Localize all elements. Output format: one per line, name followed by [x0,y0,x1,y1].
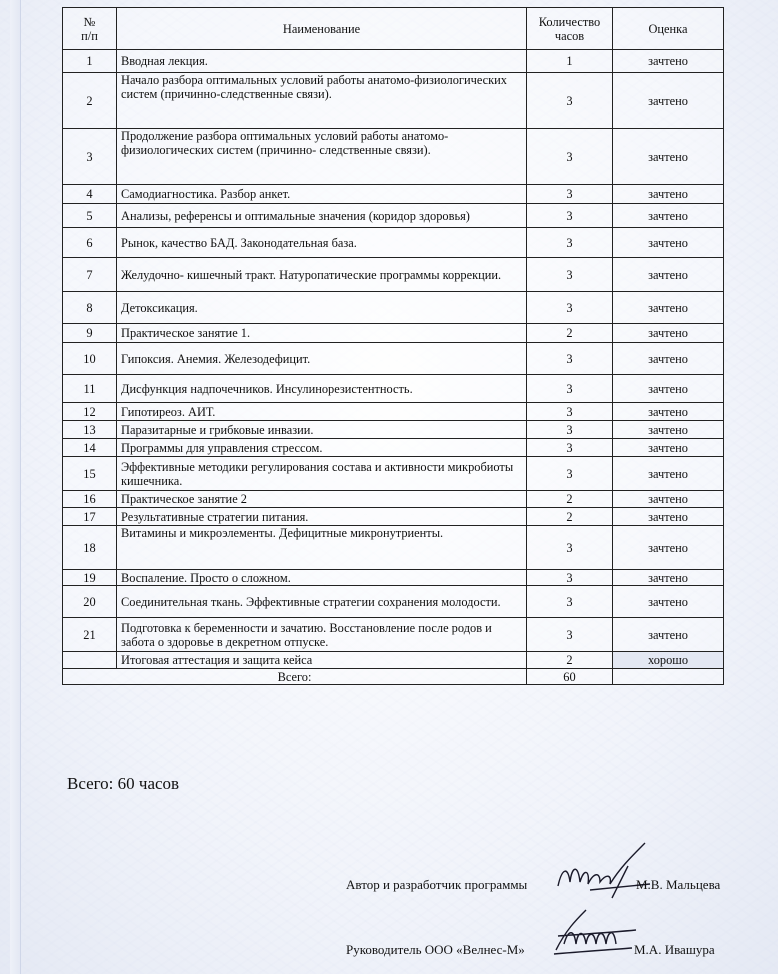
table-row [63,570,724,586]
table-row [63,258,724,292]
table-header-row [63,8,724,50]
row-number: 13 [63,421,117,439]
row-grade: зачтено [613,457,724,491]
row-grade: зачтено [613,343,724,375]
table-row [63,491,724,508]
row-hours: 3 [527,439,613,457]
row-topic: Продолжение разбора оптимальных условий работы анатомо-физиологических систем (причинно- следственные связи). [117,129,527,185]
row-topic: Самодиагностика. Разбор анкет. [117,185,527,204]
row-number: 6 [63,228,117,258]
table-row [63,403,724,421]
row-number: 18 [63,526,117,570]
author-name: М.В. Мальцева [636,877,721,892]
row-grade: зачтено [613,526,724,570]
row-grade: зачтено [613,570,724,586]
row-grade: зачтено [613,204,724,228]
row-hours: 3 [527,129,613,185]
header-num: № п/п [63,8,117,50]
row-grade: зачтено [613,439,724,457]
row-topic: Результативные стратегии питания. [117,508,527,526]
row-topic: Желудочно- кишечный тракт. Натуропатические программы коррекции. [117,258,527,292]
row-topic: Анализы, референсы и оптимальные значения (коридор здоровья) [117,204,527,228]
row-number: 12 [63,403,117,421]
table-total-row [63,669,724,685]
page-edge [10,0,21,974]
table-row [63,292,724,324]
row-grade: зачтено [613,375,724,403]
row-topic: Гипоксия. Анемия. Железодефицит. [117,343,527,375]
row-topic: Соединительная ткань. Эффективные стратегии сохранения молодости. [117,586,527,618]
row-number: 15 [63,457,117,491]
table-row [63,204,724,228]
row-hours: 3 [527,570,613,586]
row-hours: 3 [527,403,613,421]
table-row [63,129,724,185]
row-topic: Витамины и микроэлементы. Дефицитные микронутриенты. [117,526,527,570]
row-number: 21 [63,618,117,652]
row-number: 20 [63,586,117,618]
row-number: 9 [63,324,117,343]
row-number: 5 [63,204,117,228]
row-grade: хорошо [613,652,724,669]
table-row [63,439,724,457]
row-grade: зачтено [613,586,724,618]
row-topic: Итоговая аттестация и защита кейса [117,652,527,669]
row-hours: 3 [527,292,613,324]
row-hours: 3 [527,73,613,129]
row-hours: 3 [527,228,613,258]
row-hours: 3 [527,343,613,375]
header-hours: Количество часов [527,8,613,50]
row-grade: зачтено [613,185,724,204]
row-number: 2 [63,73,117,129]
row-grade: зачтено [613,618,724,652]
row-grade: зачтено [613,73,724,129]
row-number [63,652,117,669]
row-number: 19 [63,570,117,586]
author-signature [550,838,670,908]
row-hours: 3 [527,618,613,652]
row-topic: Практическое занятие 2 [117,491,527,508]
row-number: 7 [63,258,117,292]
table-row [63,324,724,343]
row-hours: 3 [527,457,613,491]
director-role: Руководитель ООО «Велнес-М» [346,942,525,957]
row-number: 1 [63,50,117,73]
table-row [63,185,724,204]
table-row [63,457,724,491]
row-hours: 3 [527,526,613,570]
table-row [63,618,724,652]
table-row [63,50,724,73]
total-hours-text: Всего: 60 часов [67,774,180,793]
author-role: Автор и разработчик программы [346,877,528,892]
row-grade: зачтено [613,129,724,185]
row-grade: зачтено [613,50,724,73]
row-hours: 2 [527,652,613,669]
table-row [63,526,724,570]
row-hours: 3 [527,375,613,403]
header-grade: Оценка [613,8,724,50]
row-number: 17 [63,508,117,526]
row-hours: 2 [527,324,613,343]
row-number: 3 [63,129,117,185]
table-row [63,652,724,669]
table-row [63,73,724,129]
director-name: М.А. Ивашура [634,942,715,957]
table-row [63,508,724,526]
row-topic: Начало разбора оптимальных условий работы анатомо-физиологических систем (причинно-следственные связи). [117,73,527,129]
row-topic: Эффективные методики регулирования состава и активности микробиоты кишечника. [117,457,527,491]
row-hours: 2 [527,491,613,508]
row-hours: 2 [527,508,613,526]
table-row [63,586,724,618]
row-grade: зачтено [613,508,724,526]
row-hours: 3 [527,204,613,228]
table-row [63,343,724,375]
row-number: 10 [63,343,117,375]
row-grade: зачтено [613,421,724,439]
row-topic: Дисфункция надпочечников. Инсулинорезистентность. [117,375,527,403]
row-grade: зачтено [613,491,724,508]
row-number: 16 [63,491,117,508]
row-hours: 3 [527,421,613,439]
row-topic: Паразитарные и грибковые инвазии. [117,421,527,439]
row-grade: зачтено [613,258,724,292]
row-number: 4 [63,185,117,204]
table-row [63,375,724,403]
header-name: Наименование [117,8,527,50]
row-hours: 3 [527,185,613,204]
row-topic: Практическое занятие 1. [117,324,527,343]
row-hours: 1 [527,50,613,73]
row-grade: зачтено [613,228,724,258]
row-topic: Рынок, качество БАД. Законодательная база. [117,228,527,258]
row-grade: зачтено [613,292,724,324]
total-label: Всего: [63,669,527,685]
row-topic: Вводная лекция. [117,50,527,73]
row-topic: Программы для управления стрессом. [117,439,527,457]
table-row [63,421,724,439]
row-number: 8 [63,292,117,324]
row-number: 11 [63,375,117,403]
row-topic: Гипотиреоз. АИТ. [117,403,527,421]
row-topic: Детоксикация. [117,292,527,324]
row-hours: 3 [527,586,613,618]
row-grade: зачтено [613,324,724,343]
row-topic: Подготовка к беременности и зачатию. Восстановление после родов и забота о здоровье в декретном отпуске. [117,618,527,652]
table-row [63,228,724,258]
row-grade: зачтено [613,403,724,421]
row-number: 14 [63,439,117,457]
director-signature [546,900,646,960]
total-grade [613,669,724,685]
row-hours: 3 [527,258,613,292]
curriculum-table [62,7,724,685]
total-hours: 60 [527,669,613,685]
row-topic: Воспаление. Просто о сложном. [117,570,527,586]
